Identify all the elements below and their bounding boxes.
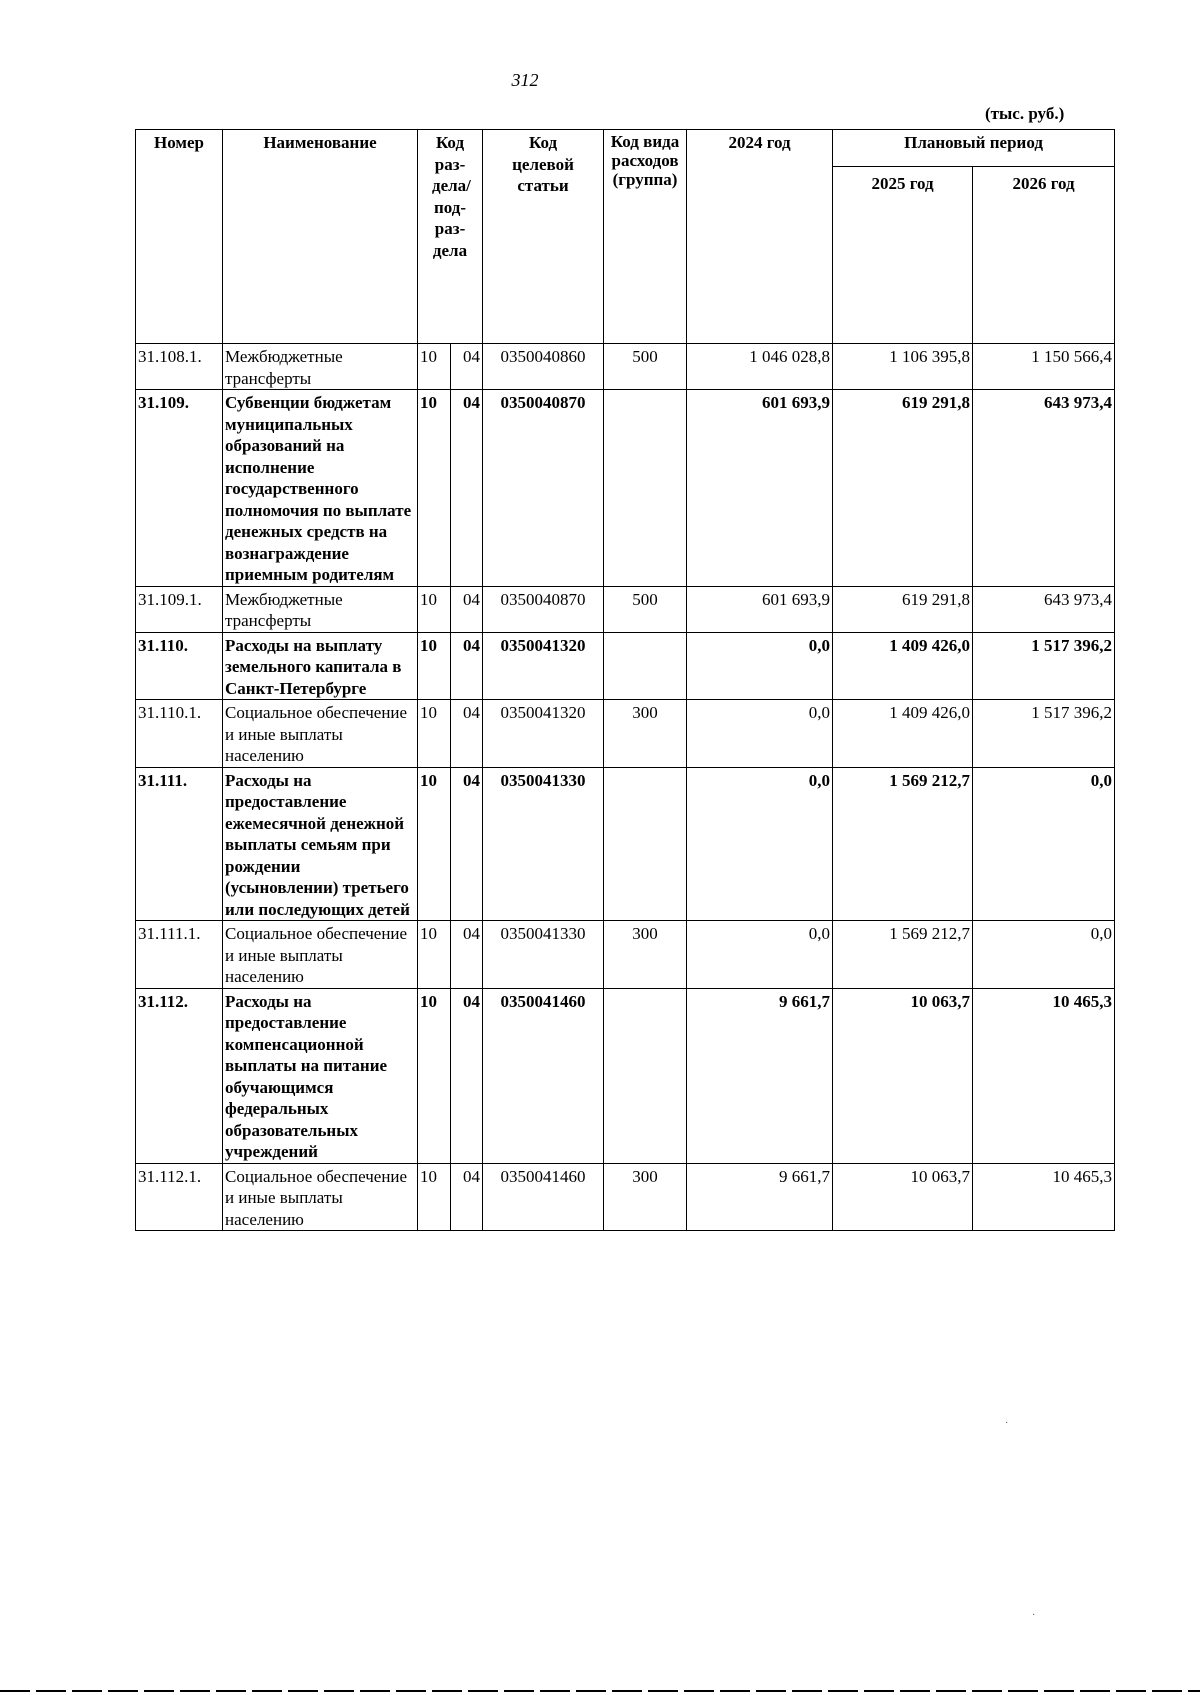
table-row	[136, 390, 1115, 587]
row-section: 10	[418, 921, 451, 989]
row-section: 10	[418, 390, 451, 587]
row-amount-2025: 10 063,7	[833, 988, 973, 1163]
row-target-code: 0350040870	[483, 390, 604, 587]
row-amount-2024: 601 693,9	[687, 586, 833, 632]
row-amount-2024: 0,0	[687, 700, 833, 768]
table-row	[136, 632, 1115, 700]
row-expense-type: 500	[604, 586, 687, 632]
scan-dot: ·	[1005, 1418, 1009, 1429]
row-number: 31.109.1.	[136, 586, 223, 632]
row-expense-type: 300	[604, 1163, 687, 1231]
bottom-edge-rule	[0, 1690, 1200, 1692]
row-name: Субвенции бюджетам муниципальных образований на исполнение государственного полномочия по выплате денежных средств на вознаграждение приемным родителям	[223, 390, 418, 587]
row-target-code: 0350041460	[483, 988, 604, 1163]
row-name: Социальное обеспечение и иные выплаты населению	[223, 921, 418, 989]
header-section-code: Код раз-дела/ под-раз-дела	[418, 130, 483, 344]
row-target-code: 0350041460	[483, 1163, 604, 1231]
row-subsection: 04	[451, 988, 483, 1163]
row-amount-2026: 1 517 396,2	[973, 632, 1115, 700]
row-amount-2025: 619 291,8	[833, 390, 973, 587]
row-subsection: 04	[451, 632, 483, 700]
row-section: 10	[418, 1163, 451, 1231]
row-amount-2025: 1 409 426,0	[833, 700, 973, 768]
header-target-code: Код целевой статьи	[483, 130, 604, 344]
row-number: 31.109.	[136, 390, 223, 587]
row-section: 10	[418, 767, 451, 921]
row-number: 31.112.1.	[136, 1163, 223, 1231]
table-body	[136, 344, 1115, 1231]
row-expense-type	[604, 632, 687, 700]
row-subsection: 04	[451, 586, 483, 632]
row-subsection: 04	[451, 921, 483, 989]
row-name: Социальное обеспечение и иные выплаты населению	[223, 1163, 418, 1231]
row-amount-2026: 10 465,3	[973, 988, 1115, 1163]
row-subsection: 04	[451, 700, 483, 768]
row-expense-type: 500	[604, 344, 687, 390]
row-subsection: 04	[451, 767, 483, 921]
row-number: 31.111.1.	[136, 921, 223, 989]
row-name: Расходы на предоставление ежемесячной денежной выплаты семьям при рождении (усыновлении) третьего или последующих детей	[223, 767, 418, 921]
table-row	[136, 921, 1115, 989]
row-amount-2025: 1 409 426,0	[833, 632, 973, 700]
row-section: 10	[418, 632, 451, 700]
row-number: 31.108.1.	[136, 344, 223, 390]
budget-table	[135, 129, 1115, 1231]
row-amount-2025: 1 106 395,8	[833, 344, 973, 390]
row-amount-2026: 0,0	[973, 921, 1115, 989]
row-amount-2026: 643 973,4	[973, 586, 1115, 632]
header-plan-period: Плановый период	[833, 130, 1115, 167]
row-name: Социальное обеспечение и иные выплаты населению	[223, 700, 418, 768]
row-number: 31.111.	[136, 767, 223, 921]
row-expense-type: 300	[604, 921, 687, 989]
header-2024: 2024 год	[687, 130, 833, 344]
row-name: Межбюджетные трансферты	[223, 344, 418, 390]
row-expense-type	[604, 988, 687, 1163]
header-2026: 2026 год	[973, 167, 1115, 344]
row-amount-2026: 10 465,3	[973, 1163, 1115, 1231]
row-target-code: 0350040870	[483, 586, 604, 632]
table-row	[136, 344, 1115, 390]
row-amount-2024: 1 046 028,8	[687, 344, 833, 390]
row-amount-2025: 619 291,8	[833, 586, 973, 632]
header-name: Наименование	[223, 130, 418, 344]
header-2025: 2025 год	[833, 167, 973, 344]
table-row	[136, 586, 1115, 632]
units-label: (тыс. руб.)	[985, 104, 1065, 123]
row-subsection: 04	[451, 390, 483, 587]
table-row	[136, 1163, 1115, 1231]
row-amount-2025: 10 063,7	[833, 1163, 973, 1231]
row-number: 31.110.	[136, 632, 223, 700]
row-name: Расходы на предоставление компенсационной выплаты на питание обучающимся федеральных образовательных учреждений	[223, 988, 418, 1163]
row-amount-2026: 0,0	[973, 767, 1115, 921]
row-target-code: 0350041320	[483, 700, 604, 768]
row-target-code: 0350041330	[483, 767, 604, 921]
row-section: 10	[418, 988, 451, 1163]
row-amount-2026: 1 517 396,2	[973, 700, 1115, 768]
row-amount-2024: 0,0	[687, 632, 833, 700]
row-amount-2024: 0,0	[687, 767, 833, 921]
header-expense-type-code: Код вида расходов (группа)	[604, 130, 687, 344]
row-expense-type	[604, 767, 687, 921]
row-amount-2024: 9 661,7	[687, 1163, 833, 1231]
table-row	[136, 988, 1115, 1163]
row-subsection: 04	[451, 1163, 483, 1231]
row-target-code: 0350040860	[483, 344, 604, 390]
row-subsection: 04	[451, 344, 483, 390]
row-amount-2025: 1 569 212,7	[833, 921, 973, 989]
row-name: Расходы на выплату земельного капитала в Санкт-Петербурге	[223, 632, 418, 700]
row-amount-2024: 0,0	[687, 921, 833, 989]
scan-dot: ·	[1032, 1610, 1036, 1621]
row-name: Межбюджетные трансферты	[223, 586, 418, 632]
row-target-code: 0350041330	[483, 921, 604, 989]
row-number: 31.110.1.	[136, 700, 223, 768]
row-amount-2024: 9 661,7	[687, 988, 833, 1163]
row-amount-2025: 1 569 212,7	[833, 767, 973, 921]
table-row	[136, 767, 1115, 921]
row-section: 10	[418, 344, 451, 390]
row-section: 10	[418, 586, 451, 632]
row-expense-type	[604, 390, 687, 587]
row-amount-2026: 1 150 566,4	[973, 344, 1115, 390]
table-row	[136, 700, 1115, 768]
row-amount-2026: 643 973,4	[973, 390, 1115, 587]
row-target-code: 0350041320	[483, 632, 604, 700]
row-amount-2024: 601 693,9	[687, 390, 833, 587]
row-section: 10	[418, 700, 451, 768]
row-expense-type: 300	[604, 700, 687, 768]
page-number: 312	[511, 70, 539, 90]
row-number: 31.112.	[136, 988, 223, 1163]
header-number: Номер	[136, 130, 223, 344]
